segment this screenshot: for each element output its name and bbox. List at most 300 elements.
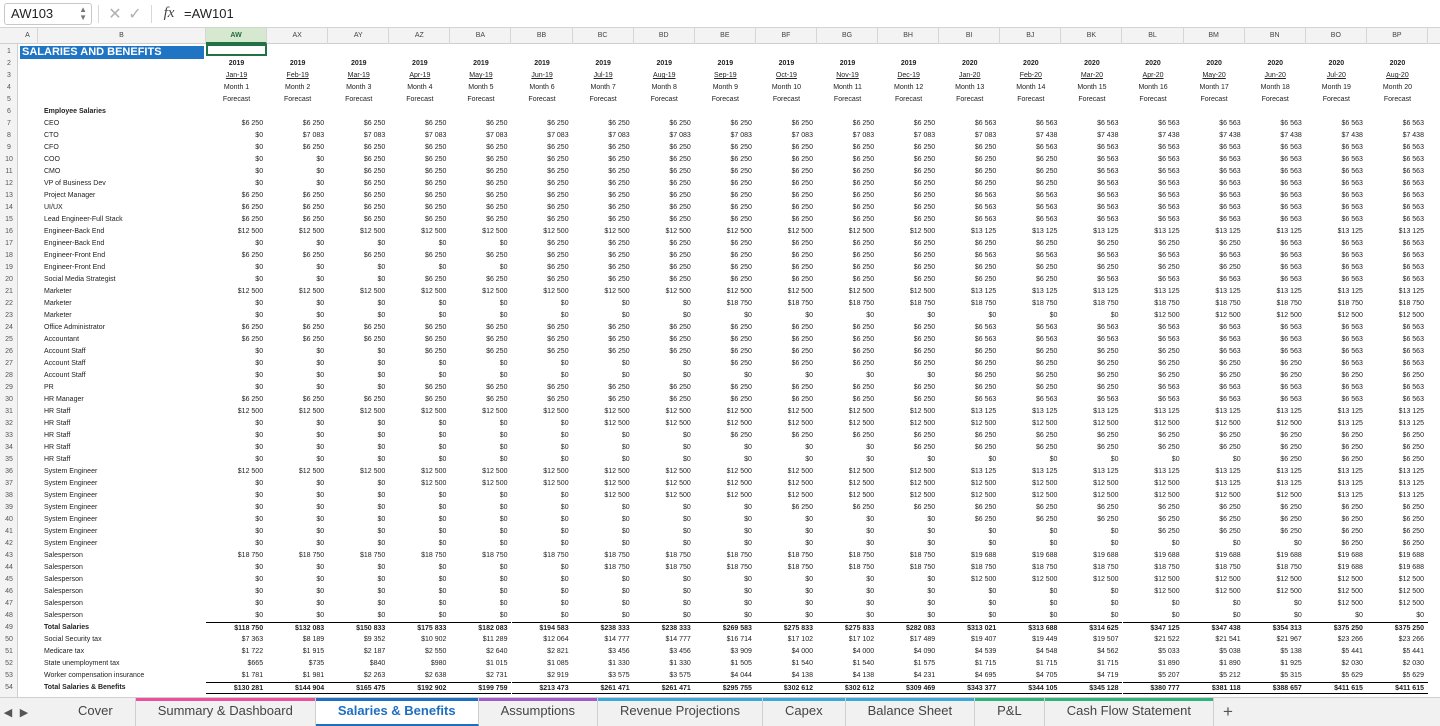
value-cell[interactable]: $6 563: [1035, 192, 1058, 199]
value-cell[interactable]: $19 688: [1215, 552, 1241, 559]
value-cell[interactable]: $6 250: [1097, 504, 1119, 511]
value-cell[interactable]: $3 909: [730, 648, 752, 655]
value-cell[interactable]: $0: [560, 516, 569, 523]
value-cell[interactable]: $0: [377, 588, 386, 595]
row-label[interactable]: UI/UX: [44, 204, 63, 211]
value-cell[interactable]: $6 563: [1341, 192, 1363, 199]
month-number-cell[interactable]: Month 20: [1382, 84, 1413, 91]
value-cell[interactable]: $0: [805, 600, 813, 607]
month-number-cell[interactable]: Month 2: [284, 84, 311, 91]
year-cell[interactable]: 2019: [595, 60, 611, 67]
value-cell[interactable]: $6 250: [486, 396, 508, 403]
row-label[interactable]: System Engineer: [44, 504, 98, 511]
value-cell[interactable]: $6 563: [1219, 156, 1241, 163]
value-cell[interactable]: $18 750: [726, 300, 752, 307]
value-cell[interactable]: $18 750: [1215, 564, 1241, 571]
value-cell[interactable]: $6 250: [1097, 444, 1119, 451]
value-cell[interactable]: $4 539: [974, 648, 997, 655]
value-cell[interactable]: $13 125: [970, 288, 997, 295]
value-cell[interactable]: $0: [805, 444, 813, 451]
value-cell[interactable]: $0: [316, 372, 325, 379]
value-cell[interactable]: $6 563: [1035, 252, 1058, 259]
value-cell[interactable]: $6 250: [852, 264, 875, 271]
value-cell[interactable]: $0: [377, 528, 386, 535]
value-cell[interactable]: $0: [377, 504, 386, 511]
value-cell[interactable]: $6 250: [730, 204, 752, 211]
value-cell[interactable]: $6 250: [852, 384, 875, 391]
value-cell[interactable]: $12 500: [1276, 420, 1302, 427]
value-cell[interactable]: $12 500: [1215, 588, 1241, 595]
value-cell[interactable]: $0: [560, 420, 569, 427]
value-cell[interactable]: $6 250: [730, 264, 752, 271]
value-cell[interactable]: $0: [1171, 456, 1180, 463]
value-cell[interactable]: $12 500: [1093, 576, 1119, 583]
value-cell[interactable]: $1 715: [974, 660, 997, 667]
value-cell[interactable]: $6 250: [486, 348, 508, 355]
value-cell[interactable]: $12 500: [1154, 480, 1180, 487]
value-cell[interactable]: $12 500: [848, 408, 875, 415]
value-cell[interactable]: $6 250: [424, 204, 447, 211]
column-header-BH[interactable]: BH: [878, 28, 939, 44]
row-label[interactable]: Account Staff: [44, 360, 86, 367]
row-label[interactable]: HR Staff: [44, 444, 71, 451]
value-cell[interactable]: $0: [1171, 540, 1180, 547]
value-cell[interactable]: $238 333: [634, 622, 695, 634]
row-label[interactable]: HR Manager: [44, 396, 84, 403]
month-number-cell[interactable]: Month 8: [651, 84, 677, 91]
value-cell[interactable]: $6 250: [486, 252, 508, 259]
value-cell[interactable]: $12 500: [1154, 576, 1180, 583]
row-label[interactable]: Account Staff: [44, 372, 86, 379]
value-cell[interactable]: $0: [744, 312, 752, 319]
year-cell[interactable]: 2019: [839, 60, 856, 67]
value-cell[interactable]: $7 083: [791, 132, 813, 139]
value-cell[interactable]: $6 250: [1035, 432, 1058, 439]
value-cell[interactable]: $0: [438, 588, 447, 595]
value-cell[interactable]: $6 250: [363, 216, 386, 223]
value-cell[interactable]: $12 500: [604, 492, 630, 499]
value-cell[interactable]: $6 250: [302, 336, 325, 343]
column-header-BN[interactable]: BN: [1245, 28, 1306, 44]
value-cell[interactable]: $6 250: [424, 156, 447, 163]
value-cell[interactable]: $12 500: [848, 480, 875, 487]
value-cell[interactable]: $18 750: [787, 552, 813, 559]
value-cell[interactable]: $19 688: [1032, 552, 1058, 559]
value-cell[interactable]: $13 125: [1398, 420, 1424, 427]
value-cell[interactable]: $6 250: [547, 204, 569, 211]
value-cell[interactable]: $0: [255, 444, 264, 451]
value-cell[interactable]: $12 500: [482, 288, 508, 295]
value-cell[interactable]: $6 250: [1035, 156, 1058, 163]
value-cell[interactable]: $18 750: [543, 552, 569, 559]
value-cell[interactable]: $0: [927, 540, 936, 547]
value-cell[interactable]: $192 902: [389, 682, 450, 694]
value-cell[interactable]: $0: [377, 612, 386, 619]
value-cell[interactable]: $4 719: [1097, 672, 1119, 679]
add-sheet-icon[interactable]: +: [1223, 702, 1233, 721]
value-cell[interactable]: $18 750: [970, 300, 997, 307]
row-header[interactable]: 44: [5, 564, 13, 571]
value-cell[interactable]: $7 083: [363, 132, 386, 139]
value-cell[interactable]: $6 250: [730, 120, 752, 127]
value-cell[interactable]: $302 612: [817, 682, 878, 694]
value-cell[interactable]: $0: [988, 312, 997, 319]
value-cell[interactable]: $12 500: [298, 408, 325, 415]
sheet-tab-salaries-benefits[interactable]: [316, 698, 479, 726]
month-number-cell[interactable]: Month 4: [407, 84, 433, 91]
value-cell[interactable]: $6 563: [1341, 324, 1363, 331]
value-cell[interactable]: $6 250: [669, 324, 691, 331]
value-cell[interactable]: $0: [438, 528, 447, 535]
value-cell[interactable]: $6 250: [608, 384, 630, 391]
month-cell[interactable]: Jun-20: [1264, 72, 1286, 79]
value-cell[interactable]: $6 250: [852, 276, 875, 283]
value-cell[interactable]: $6 250: [974, 180, 997, 187]
value-cell[interactable]: $6 250: [913, 120, 936, 127]
value-cell[interactable]: $6 250: [1035, 180, 1058, 187]
value-cell[interactable]: $13 125: [1337, 492, 1363, 499]
forecast-label-cell[interactable]: Forecast: [1261, 96, 1289, 103]
value-cell[interactable]: $0: [866, 576, 875, 583]
value-cell[interactable]: $6 250: [1219, 360, 1241, 367]
value-cell[interactable]: $6 563: [1280, 348, 1302, 355]
value-cell[interactable]: $6 250: [608, 204, 630, 211]
value-cell[interactable]: $0: [377, 264, 386, 271]
section-label[interactable]: Employee Salaries: [44, 108, 106, 115]
value-cell[interactable]: $19 507: [1093, 636, 1119, 643]
forecast-label-cell[interactable]: Forecast: [1017, 96, 1045, 103]
row-header[interactable]: 50: [5, 636, 13, 643]
value-cell[interactable]: $6 563: [1402, 204, 1424, 211]
value-cell[interactable]: $6 250: [730, 360, 752, 367]
value-cell[interactable]: $0: [560, 360, 569, 367]
value-cell[interactable]: $6 250: [730, 324, 752, 331]
value-cell[interactable]: $309 469: [878, 682, 939, 694]
value-cell[interactable]: $0: [560, 504, 569, 511]
value-cell[interactable]: $6 563: [1158, 276, 1180, 283]
value-cell[interactable]: $182 083: [450, 622, 511, 634]
fx-icon[interactable]: fx: [163, 5, 175, 21]
value-cell[interactable]: $6 563: [1341, 204, 1363, 211]
value-cell[interactable]: $13 125: [1154, 288, 1180, 295]
value-cell[interactable]: $6 563: [1035, 324, 1058, 331]
value-cell[interactable]: $1 330: [669, 660, 691, 667]
value-cell[interactable]: $6 250: [852, 192, 875, 199]
value-cell[interactable]: $13 125: [1398, 228, 1424, 235]
month-cell[interactable]: May-20: [1202, 72, 1226, 79]
value-cell[interactable]: $2 263: [363, 672, 386, 679]
value-cell[interactable]: $12 500: [421, 228, 447, 235]
value-cell[interactable]: $6 250: [1402, 372, 1424, 379]
value-cell[interactable]: $7 438: [1402, 132, 1424, 139]
value-cell[interactable]: $0: [377, 420, 386, 427]
value-cell[interactable]: $6 250: [1219, 528, 1241, 535]
value-cell[interactable]: $6 250: [913, 240, 936, 247]
value-cell[interactable]: $6 250: [730, 276, 752, 283]
value-cell[interactable]: $6 250: [486, 276, 508, 283]
value-cell[interactable]: $0: [560, 300, 569, 307]
month-number-cell[interactable]: Month 13: [955, 84, 985, 91]
year-cell[interactable]: 2019: [412, 60, 428, 67]
value-cell[interactable]: $6 250: [974, 276, 997, 283]
value-cell[interactable]: $6 250: [241, 336, 264, 343]
value-cell[interactable]: $6 563: [1402, 180, 1424, 187]
value-cell[interactable]: $343 377: [939, 682, 1000, 694]
month-cell[interactable]: Jan-20: [959, 72, 981, 79]
value-cell[interactable]: $275 833: [756, 622, 817, 634]
value-cell[interactable]: $6 250: [302, 204, 325, 211]
row-label[interactable]: Engineer-Back End: [44, 240, 105, 247]
value-cell[interactable]: $0: [316, 312, 325, 319]
value-cell[interactable]: $0: [438, 300, 447, 307]
value-cell[interactable]: $12 500: [1337, 576, 1363, 583]
value-cell[interactable]: $0: [255, 540, 264, 547]
value-cell[interactable]: $19 449: [1032, 636, 1058, 643]
value-cell[interactable]: $6 250: [913, 204, 936, 211]
column-header-BG[interactable]: BG: [817, 28, 878, 44]
value-cell[interactable]: $0: [499, 576, 508, 583]
value-cell[interactable]: $6 250: [1219, 372, 1241, 379]
value-cell[interactable]: $6 563: [1402, 264, 1424, 271]
forecast-label-cell[interactable]: Forecast: [711, 96, 739, 103]
value-cell[interactable]: $6 250: [1402, 540, 1424, 547]
value-cell[interactable]: $6 563: [1097, 252, 1119, 259]
value-cell[interactable]: $2 640: [486, 648, 508, 655]
value-cell[interactable]: $6 563: [1219, 336, 1241, 343]
value-cell[interactable]: $7 083: [608, 132, 630, 139]
value-cell[interactable]: $6 563: [1280, 144, 1302, 151]
value-cell[interactable]: $1 330: [608, 660, 630, 667]
value-cell[interactable]: $6 250: [547, 168, 569, 175]
value-cell[interactable]: $6 250: [424, 324, 447, 331]
row-header[interactable]: 20: [5, 276, 13, 283]
value-cell[interactable]: $0: [1110, 312, 1119, 319]
value-cell[interactable]: $6 250: [608, 396, 630, 403]
month-cell[interactable]: Nov-19: [836, 72, 859, 79]
column-header-BK[interactable]: BK: [1061, 28, 1122, 44]
value-cell[interactable]: $13 125: [1032, 288, 1058, 295]
value-cell[interactable]: $6 250: [791, 144, 813, 151]
value-cell[interactable]: $6 563: [1280, 252, 1302, 259]
value-cell[interactable]: $6 563: [1219, 144, 1241, 151]
value-cell[interactable]: $6 250: [791, 384, 813, 391]
value-cell[interactable]: $6 250: [547, 144, 569, 151]
value-cell[interactable]: $12 500: [848, 420, 875, 427]
value-cell[interactable]: $1 722: [241, 648, 264, 655]
value-cell[interactable]: $19 688: [1337, 552, 1363, 559]
value-cell[interactable]: $6 250: [852, 216, 875, 223]
value-cell[interactable]: $6 563: [1035, 396, 1058, 403]
month-cell[interactable]: Apr-19: [409, 72, 431, 79]
value-cell[interactable]: $4 090: [913, 648, 936, 655]
value-cell[interactable]: $18 750: [421, 552, 447, 559]
value-cell[interactable]: $175 833: [389, 622, 450, 634]
value-cell[interactable]: $6 563: [1402, 156, 1424, 163]
value-cell[interactable]: $12 500: [1337, 312, 1363, 319]
row-label[interactable]: Salesperson: [44, 600, 83, 607]
value-cell[interactable]: $0: [866, 600, 875, 607]
value-cell[interactable]: $4 705: [1035, 672, 1058, 679]
row-header[interactable]: 10: [5, 156, 13, 163]
month-number-cell[interactable]: Month 1: [223, 84, 250, 91]
month-cell[interactable]: Jul-20: [1326, 72, 1346, 79]
value-cell[interactable]: $12 500: [1215, 312, 1241, 319]
value-cell[interactable]: $6 250: [852, 120, 875, 127]
value-cell[interactable]: $6 250: [1219, 504, 1241, 511]
value-cell[interactable]: $0: [316, 540, 325, 547]
value-cell[interactable]: $6 250: [608, 156, 630, 163]
value-cell[interactable]: $0: [866, 444, 875, 451]
value-cell[interactable]: $0: [316, 276, 325, 283]
value-cell[interactable]: $0: [744, 528, 752, 535]
value-cell[interactable]: $6 250: [1097, 372, 1119, 379]
month-cell[interactable]: Jul-19: [593, 72, 613, 79]
column-header-BM[interactable]: BM: [1184, 28, 1245, 44]
value-cell[interactable]: $2 187: [363, 648, 386, 655]
value-cell[interactable]: $12 500: [543, 288, 569, 295]
value-cell[interactable]: $0: [805, 372, 813, 379]
value-cell[interactable]: $6 563: [1402, 240, 1424, 247]
value-cell[interactable]: $6 250: [302, 216, 325, 223]
value-cell[interactable]: $0: [499, 300, 508, 307]
forecast-label-cell[interactable]: Forecast: [1139, 96, 1167, 103]
cancel-icon[interactable]: ✕: [108, 5, 122, 23]
value-cell[interactable]: $5 207: [1158, 672, 1180, 679]
value-cell[interactable]: $0: [438, 444, 447, 451]
value-cell[interactable]: $0: [805, 588, 813, 595]
value-cell[interactable]: $6 250: [791, 168, 813, 175]
value-cell[interactable]: $6 250: [669, 144, 691, 151]
value-cell[interactable]: $0: [682, 456, 691, 463]
value-cell[interactable]: $6 250: [547, 264, 569, 271]
value-cell[interactable]: $6 563: [1341, 336, 1363, 343]
value-cell[interactable]: $0: [377, 456, 386, 463]
value-cell[interactable]: $0: [621, 516, 630, 523]
value-cell[interactable]: $0: [499, 240, 508, 247]
value-cell[interactable]: $6 250: [486, 120, 508, 127]
value-cell[interactable]: $6 250: [791, 204, 813, 211]
value-cell[interactable]: $11 289: [482, 636, 508, 643]
value-cell[interactable]: $6 250: [1219, 240, 1241, 247]
value-cell[interactable]: $6 563: [1341, 264, 1363, 271]
value-cell[interactable]: $23 266: [1337, 636, 1363, 643]
value-cell[interactable]: $6 250: [974, 360, 997, 367]
value-cell[interactable]: $6 250: [669, 180, 691, 187]
value-cell[interactable]: $19 688: [1337, 564, 1363, 571]
value-cell[interactable]: $213 473: [512, 682, 573, 694]
value-cell[interactable]: $0: [255, 480, 264, 487]
value-cell[interactable]: $13 125: [1398, 468, 1424, 475]
value-cell[interactable]: $18 750: [726, 564, 752, 571]
value-cell[interactable]: $0: [377, 300, 386, 307]
value-cell[interactable]: $0: [316, 264, 325, 271]
value-cell[interactable]: $6 250: [669, 396, 691, 403]
value-cell[interactable]: $6 250: [791, 336, 813, 343]
month-cell[interactable]: Jun-19: [531, 72, 553, 79]
value-cell[interactable]: $6 250: [547, 240, 569, 247]
value-cell[interactable]: $0: [255, 156, 264, 163]
value-cell[interactable]: $6 250: [486, 180, 508, 187]
value-cell[interactable]: $0: [377, 360, 386, 367]
value-cell[interactable]: $6 250: [547, 384, 569, 391]
value-cell[interactable]: $0: [499, 600, 508, 607]
value-cell[interactable]: $6 250: [1035, 264, 1058, 271]
month-cell[interactable]: Feb-20: [1019, 72, 1042, 79]
value-cell[interactable]: $6 563: [1158, 168, 1180, 175]
value-cell[interactable]: $0: [255, 516, 264, 523]
value-cell[interactable]: $6 250: [608, 252, 630, 259]
row-label[interactable]: Social Security tax: [44, 636, 102, 643]
value-cell[interactable]: $6 250: [1158, 372, 1180, 379]
value-cell[interactable]: $6 250: [241, 192, 264, 199]
value-cell[interactable]: $12 500: [1276, 576, 1302, 583]
value-cell[interactable]: $12 500: [482, 228, 508, 235]
value-cell[interactable]: $6 563: [1158, 324, 1180, 331]
value-cell[interactable]: $18 750: [848, 564, 875, 571]
value-cell[interactable]: $314 625: [1061, 622, 1122, 634]
value-cell[interactable]: $5 138: [1280, 648, 1302, 655]
value-cell[interactable]: $6 250: [852, 144, 875, 151]
value-cell[interactable]: $0: [1110, 612, 1119, 619]
value-cell[interactable]: $12 500: [1337, 600, 1363, 607]
value-cell[interactable]: $6 250: [424, 276, 447, 283]
value-cell[interactable]: $23 266: [1398, 636, 1424, 643]
value-cell[interactable]: $0: [316, 588, 325, 595]
value-cell[interactable]: $12 500: [1032, 492, 1058, 499]
value-cell[interactable]: $0: [255, 312, 264, 319]
value-cell[interactable]: $21 522: [1154, 636, 1180, 643]
value-cell[interactable]: $6 250: [1402, 504, 1424, 511]
value-cell[interactable]: $12 500: [787, 288, 813, 295]
next-sheet-icon[interactable]: ▶: [19, 706, 29, 719]
value-cell[interactable]: $6 250: [791, 276, 813, 283]
value-cell[interactable]: $0: [866, 540, 875, 547]
value-cell[interactable]: $6 250: [852, 252, 875, 259]
value-cell[interactable]: $0: [682, 612, 691, 619]
value-cell[interactable]: $6 250: [1341, 456, 1363, 463]
column-header-BI[interactable]: BI: [939, 28, 1000, 44]
value-cell[interactable]: $313 021: [939, 622, 1000, 634]
value-cell[interactable]: $0: [682, 432, 691, 439]
value-cell[interactable]: $12 500: [787, 420, 813, 427]
value-cell[interactable]: $12 500: [970, 420, 997, 427]
month-cell[interactable]: Oct-19: [775, 72, 797, 79]
value-cell[interactable]: $6 250: [1035, 240, 1058, 247]
value-cell[interactable]: $0: [255, 564, 264, 571]
value-cell[interactable]: $12 500: [665, 228, 691, 235]
value-cell[interactable]: $12 500: [848, 492, 875, 499]
value-cell[interactable]: $6 250: [424, 192, 447, 199]
value-cell[interactable]: $0: [866, 312, 875, 319]
value-cell[interactable]: $6 250: [1097, 360, 1119, 367]
value-cell[interactable]: $12 500: [359, 288, 386, 295]
value-cell[interactable]: $5 033: [1158, 648, 1180, 655]
value-cell[interactable]: $6 250: [669, 336, 691, 343]
row-header[interactable]: 21: [5, 288, 13, 295]
month-number-cell[interactable]: Month 11: [833, 84, 862, 91]
value-cell[interactable]: $6 250: [791, 432, 813, 439]
value-cell[interactable]: $6 250: [913, 396, 936, 403]
value-cell[interactable]: $0: [744, 504, 752, 511]
value-cell[interactable]: $12 500: [1276, 588, 1302, 595]
value-cell[interactable]: $6 250: [486, 192, 508, 199]
value-cell[interactable]: $0: [255, 264, 264, 271]
value-cell[interactable]: $0: [1049, 456, 1058, 463]
row-header[interactable]: 52: [5, 660, 13, 667]
year-cell[interactable]: 2020: [1389, 60, 1406, 67]
value-cell[interactable]: $12 500: [1093, 420, 1119, 427]
value-cell[interactable]: $6 250: [791, 264, 813, 271]
